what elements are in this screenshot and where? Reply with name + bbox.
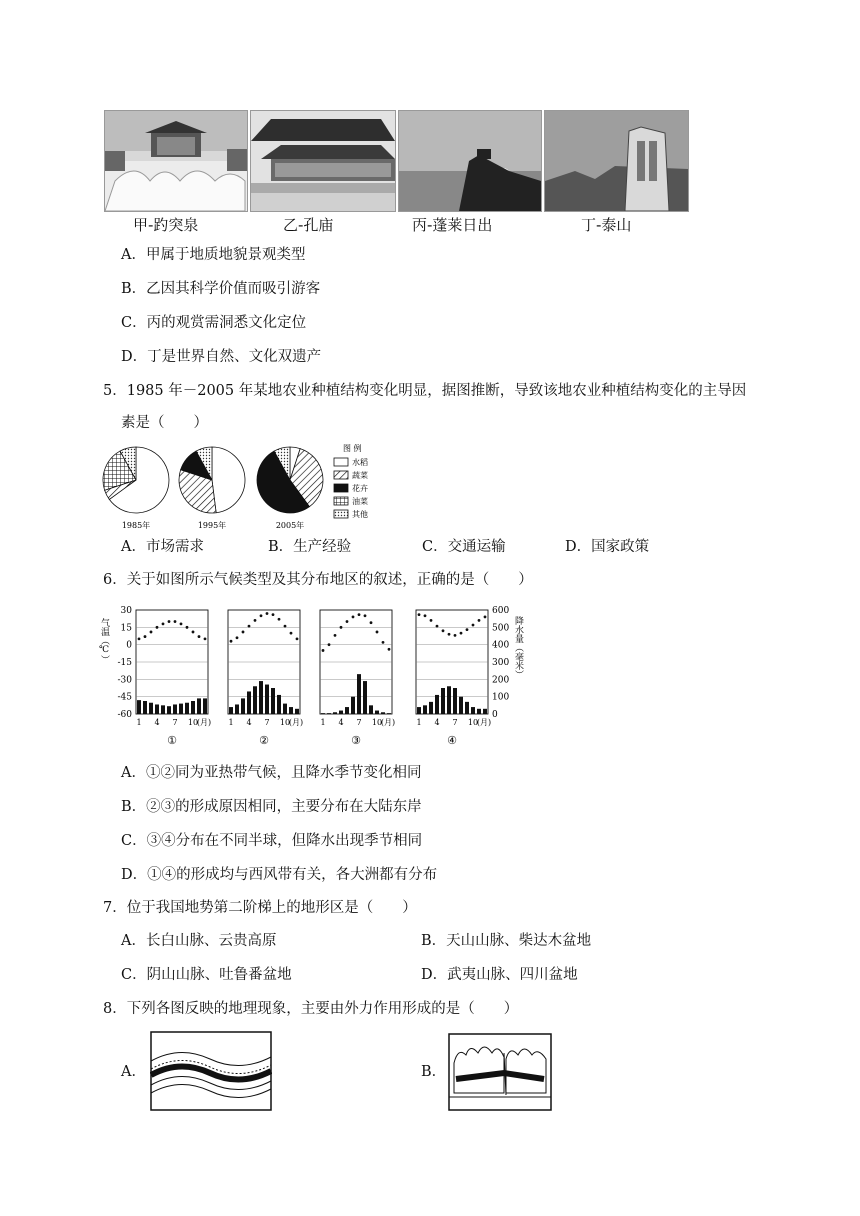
precip-bar-0-0 [137,700,141,714]
precip-bar-3-2 [429,702,433,714]
temp-point-1-4 [254,619,257,622]
pie-year-label-2: 2005年 [275,521,305,530]
temp-point-3-4 [442,629,445,632]
precip-bar-3-3 [435,695,439,714]
q4-option-b: B．乙因其科学价值而吸引游客 [121,281,321,297]
temp-point-0-0 [138,637,141,640]
temp-point-2-11 [388,648,391,651]
precip-bar-3-8 [465,702,469,714]
q6-option-a: A．①②同为亚热带气候，且降水季节变化相同 [121,765,422,781]
fold-strata-diagram [150,1031,272,1111]
temp-point-2-2 [334,634,337,637]
q6-stem: 6．关于如图所示气候类型及其分布地区的叙述，正确的是（ ） [103,572,533,588]
temp-point-3-7 [460,632,463,635]
temp-point-0-3 [156,626,159,629]
temp-point-2-4 [346,620,349,623]
precip-bar-1-6 [265,685,269,714]
temp-point-1-0 [230,640,233,643]
temp-point-3-10 [478,619,481,622]
month-tick-2-4: (月) [380,718,396,727]
precip-bar-2-4 [345,707,349,714]
photo-caption-2: 乙-孔庙 [283,216,334,234]
precip-bar-1-2 [241,698,245,714]
temp-point-1-5 [260,614,263,617]
precip-bar-0-7 [179,704,183,714]
temp-point-1-1 [236,636,239,639]
legend-label-2: 花卉 [352,484,368,493]
temp-point-1-11 [296,637,299,640]
precip-bar-3-7 [459,697,463,714]
temp-point-0-4 [162,622,165,625]
temp-point-1-2 [242,631,245,634]
precip-tick-3: 300 [492,658,510,668]
temp-point-2-10 [382,641,385,644]
precip-tick-1: 500 [492,623,510,634]
q4-option-c: C．丙的观赏需洞悉文化定位 [121,315,307,331]
pie-year-label-0: 1985年 [121,521,151,530]
pie-year-label-1: 1995年 [197,521,227,530]
month-tick-3-4: (月) [476,718,492,727]
temp-tick-2: 0 [126,640,132,651]
month-tick-2-3: 10 [371,718,383,727]
weathered-rock-diagram [448,1033,552,1111]
precip-bar-2-8 [369,705,373,714]
pie-slice-1-0 [212,447,245,513]
month-tick-0-2: 7 [172,718,178,727]
legend-swatch-2 [334,484,348,492]
temp-point-2-9 [376,631,379,634]
temp-point-3-5 [448,633,451,636]
precip-bar-1-9 [283,704,287,714]
q7-option-c: C．阴山山脉、吐鲁番盆地 [121,967,292,983]
legend-label-1: 蔬菜 [352,471,368,480]
precip-bar-2-11 [387,713,391,714]
month-tick-0-4: (月) [196,718,212,727]
precip-bar-2-2 [333,712,337,714]
month-tick-3-2: 7 [452,718,458,727]
temp-point-2-1 [328,643,331,646]
month-tick-3-0: 1 [416,718,422,727]
precip-bar-2-3 [339,711,343,714]
precip-bar-1-0 [229,707,233,714]
temp-point-3-11 [484,616,487,619]
month-tick-3-1: 4 [434,718,440,727]
photo-confucius-temple [250,110,396,212]
precip-bar-0-11 [203,698,207,714]
precip-bar-1-10 [289,707,293,714]
precip-bar-1-11 [295,709,299,714]
month-tick-1-2: 7 [264,718,270,727]
pie-chart-group [100,442,380,532]
precip-tick-6: 0 [492,710,498,720]
temp-tick-1: 15 [120,623,132,634]
precip-bar-2-7 [363,681,367,714]
precip-bar-0-9 [191,701,195,714]
temp-point-1-9 [284,625,287,628]
precip-bar-1-4 [253,686,257,714]
precip-bar-0-6 [173,704,177,714]
temp-point-3-0 [418,613,421,616]
temp-point-1-7 [272,613,275,616]
q4-option-d: D．丁是世界自然、文化双遗产 [121,349,322,365]
legend-swatch-4 [334,510,348,518]
temp-point-2-8 [370,621,373,624]
precip-bar-0-8 [185,703,189,714]
precip-bar-2-1 [327,713,331,714]
temp-axis-label: 气温（℃） [99,618,109,664]
precip-bar-0-5 [167,706,171,714]
q6-option-d: D．①④的形成均与西风带有关，各大洲都有分布 [121,867,438,883]
q7-option-d: D．武夷山脉、四川盆地 [421,967,578,983]
q5-option-b: B．生产经验 [268,539,352,555]
legend-swatch-0 [334,458,348,466]
precip-bar-0-3 [155,704,159,714]
precip-bar-2-5 [351,697,355,714]
climate-chart-label-0: ① [167,734,177,747]
photo-baotu-spring [104,110,248,212]
precip-bar-2-6 [357,674,361,714]
temp-point-3-1 [424,614,427,617]
q7-option-b: B．天山山脉、柴达木盆地 [421,933,592,949]
temp-point-2-6 [358,613,361,616]
precip-bar-3-4 [441,688,445,714]
precip-tick-5: 100 [492,692,510,703]
month-tick-1-0: 1 [228,718,234,727]
legend-swatch-1 [334,471,348,479]
temp-tick-4: -30 [117,675,132,686]
precip-bar-1-1 [235,704,239,714]
precip-bar-3-10 [477,709,481,714]
temp-point-0-7 [180,622,183,625]
legend-title: 图 例 [343,444,362,453]
temp-point-0-10 [198,635,201,638]
temp-point-0-6 [174,620,177,623]
q5-option-d: D．国家政策 [565,539,650,555]
q4-option-a: A．甲属于地质地貌景观类型 [121,247,306,263]
month-tick-1-3: 10 [279,718,291,727]
temp-point-0-2 [150,631,153,634]
month-tick-2-2: 7 [356,718,362,727]
precip-bar-0-1 [143,701,147,714]
precip-bar-0-4 [161,705,165,714]
temp-tick-0: 30 [120,606,132,616]
precip-bar-2-9 [375,711,379,714]
precip-tick-0: 600 [492,606,510,616]
temp-tick-3: -15 [117,658,132,668]
precip-bar-0-2 [149,703,153,714]
temp-point-0-9 [192,631,195,634]
temp-point-1-6 [266,612,269,615]
precip-bar-1-8 [277,695,281,714]
photo-caption-4: 丁-泰山 [581,216,632,234]
month-tick-0-0: 1 [136,718,142,727]
precip-axis-label: 降水量（毫米） [513,616,523,679]
month-tick-0-1: 4 [154,718,160,727]
q5-stem-line2: 素是（ ） [121,415,208,431]
precip-bar-3-5 [447,686,451,714]
temp-point-0-5 [168,620,171,623]
q6-option-c: C．③④分布在不同半球，但降水出现季节相同 [121,833,423,849]
q7-option-a: A．长白山脉、云贵高原 [121,933,277,949]
q5-stem-line1: 5．1985 年－2005 年某地农业种植结构变化明显，据图推断，导致该地农业种植结构变化的主导因 [103,383,747,399]
q8-option-a: A． [121,1064,146,1080]
precip-tick-2: 400 [492,640,510,651]
precip-tick-4: 200 [492,675,510,686]
legend-label-4: 其他 [352,510,368,519]
climate-chart-label-1: ② [259,734,269,747]
month-tick-2-1: 4 [338,718,344,727]
precip-bar-2-10 [381,712,385,714]
q8-option-b: B． [421,1064,447,1080]
month-tick-3-3: 10 [467,718,479,727]
precip-bar-3-1 [423,705,427,714]
precip-bar-2-0 [321,713,325,714]
climate-chart-label-2: ③ [351,734,361,747]
precip-bar-3-6 [453,688,457,714]
temp-point-3-3 [436,625,439,628]
climate-chart-label-3: ④ [447,734,457,747]
temp-tick-5: -45 [117,692,132,703]
climate-charts [98,604,538,749]
legend-label-0: 水稻 [352,458,368,467]
precip-bar-1-3 [247,691,251,714]
temp-point-3-6 [454,634,457,637]
month-tick-0-3: 10 [187,718,199,727]
precip-bar-1-5 [259,681,263,714]
temp-point-2-0 [322,649,325,652]
temp-point-2-5 [352,616,355,619]
photo-penglai-sunrise [398,110,542,212]
month-tick-1-4: (月) [288,718,304,727]
temp-point-0-1 [144,635,147,638]
precip-bar-3-11 [483,709,487,714]
photo-caption-1: 甲-趵突泉 [133,216,199,234]
q7-stem: 7．位于我国地势第二阶梯上的地形区是（ ） [103,900,417,916]
month-tick-2-0: 1 [320,718,326,727]
precip-bar-1-7 [271,688,275,714]
legend-label-3: 油菜 [352,497,368,506]
precip-bar-0-10 [197,698,201,714]
q5-option-c: C．交通运输 [422,539,506,555]
q6-option-b: B．②③的形成原因相同，主要分布在大陆东岸 [121,799,422,815]
photo-caption-3: 丙-蓬莱日出 [412,216,493,234]
temp-point-3-8 [466,628,469,631]
precip-bar-3-0 [417,707,421,714]
temp-point-0-11 [204,637,207,640]
temp-point-0-8 [186,626,189,629]
temp-point-3-2 [430,619,433,622]
temp-point-3-9 [472,624,475,627]
temp-tick-6: -60 [117,710,132,720]
month-tick-1-1: 4 [246,718,252,727]
legend-swatch-3 [334,497,348,505]
temp-point-2-7 [364,614,367,617]
q5-option-a: A．市场需求 [121,539,204,555]
photo-mount-tai [544,110,689,212]
temp-point-1-3 [248,625,251,628]
temp-point-2-3 [340,626,343,629]
q8-stem: 8．下列各图反映的地理现象，主要由外力作用形成的是（ ） [103,1001,519,1017]
temp-point-1-8 [278,618,281,621]
precip-bar-3-9 [471,707,475,714]
temp-point-1-10 [290,632,293,635]
